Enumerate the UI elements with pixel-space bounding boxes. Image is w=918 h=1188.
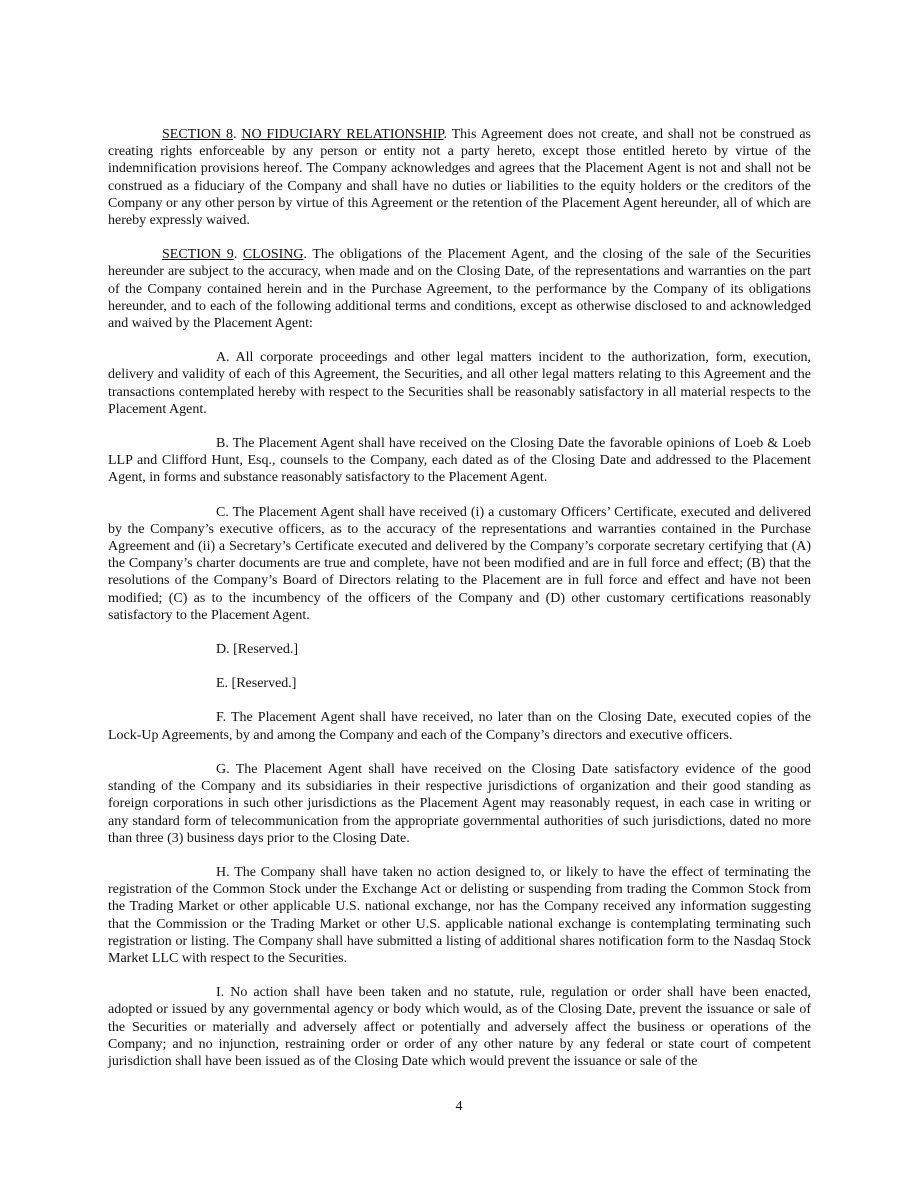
item-f-paragraph: F. The Placement Agent shall have received, no later than on the Closing Date, executed copies of the Lock-Up Agreements, by and among the Company and each of the Company’s directors and executive officers.	[108, 710, 811, 743]
document-page	[108, 126, 811, 1087]
section-8-body: . This Agreement does not create, and shall not be construed as creating rights enforceable by any person or entity not a party hereto, except those entitled hereto by virtue of the indemnification provisions hereof. The Company acknowledges and agrees that the Placement Agent is not and shall not be construed as a fiduciary of the Company and shall have no duties or liabilities to the equity holders or the creditors of the Company or any other person by virtue of this Agreement or the retention of the Placement Agent hereunder, all of which are hereby expressly waived.	[108, 127, 811, 229]
section-8-title: NO FIDUCIARY RELATIONSHIP	[241, 127, 444, 142]
item-i-paragraph: I. No action shall have been taken and no statute, rule, regulation or order shall have been enacted, adopted or issued by any governmental agency or body which would, as of the Closing Date, prevent the issuance or sale of the Securities or materially and adversely affect or potentially and adversely affect the business or operations of the Company; and no injunction, restraining order or order of any other nature by any federal or state court of competent jurisdiction shall have been issued as of the Closing Date which would prevent the issuance or sale of the	[108, 985, 811, 1069]
item-h-paragraph: H. The Company shall have taken no action designed to, or likely to have the effect of terminating the registration of the Common Stock under the Exchange Act or delisting or suspending from trading the Common Stock from the Trading Market or other applicable U.S. national exchange, nor has the Company received any information suggesting that the Commission or the Trading Market or other U.S. applicable national exchange is contemplating terminating such registration or listing. The Company shall have submitted a listing of additional shares notification form to the Nasdaq Stock Market LLC with respect to the Securities.	[108, 864, 811, 966]
item-d-paragraph: D. [Reserved.]	[216, 642, 299, 658]
page-number: 4	[455, 1099, 463, 1114]
section-9-title: CLOSING	[242, 247, 304, 263]
section-9-separator: .	[233, 247, 238, 263]
section-8-paragraph	[108, 126, 811, 229]
item-a-paragraph: A. All corporate proceedings and other legal matters incident to the authorization, form, execution, delivery and validity of each of this Agreement, the Securities, and all other legal matters relating to this Agreement and the transactions contemplated hereby with respect to the Securities shall be reasonably satisfactory in all material respects to the Placement Agent.	[108, 350, 811, 417]
item-g-paragraph: G. The Placement Agent shall have received on the Closing Date satisfactory evidence of the good standing of the Company and its subsidiaries in their respective jurisdictions of organization and their good standing as foreign corporations in such other jurisdictions as the Placement Agent may reasonably request, in each case in writing or any standard form of telecommunication from the appropriate governmental authorities of such jurisdictions, dated no more than three (3) business days prior to the Closing Date.	[108, 761, 811, 846]
section-8-separator: .	[232, 127, 237, 142]
item-b-paragraph: B. The Placement Agent shall have received on the Closing Date the favorable opinions of Loeb & Loeb LLP and Clifford Hunt, Esq., counsels to the Company, each dated as of the Closing Date and addressed to the Placement Agent, in forms and substance reasonably satisfactory to the Placement Agent.	[108, 436, 811, 486]
item-e-paragraph: E. [Reserved.]	[216, 676, 297, 692]
section-9-body: . The obligations of the Placement Agent, and the closing of the sale of the Securities hereunder are subject to the accuracy, when made and on the Closing Date, of the representations and warranties on the part of the Company contained herein and in the Purchase Agreement, to the performance by the Company of its obligations hereunder, and to each of the following additional terms and conditions, except as otherwise disclosed to and acknowledged and waived by the Placement Agent:	[108, 247, 812, 332]
section-8-number: SECTION 8	[162, 127, 233, 142]
item-c-paragraph: C. The Placement Agent shall have received (i) a customary Officers’ Certificate, executed and delivered by the Company’s executive officers, as to the accuracy of the representations and warranties contained in the Purchase Agreement and (ii) a Secretary’s Certificate executed and delivered by the Company’s corporate secretary certifying that (A) the Company’s charter documents are true and complete, have not been modified and are in full force and effect; (B) that the resolutions of the Company’s Board of Directors relating to the Placement are in full force and effect and have not been modified; (C) as to the incumbency of the officers of the Company and (D) other customary certifications reasonably satisfactory to the Placement Agent.	[108, 504, 811, 623]
section-9-paragraph	[108, 246, 811, 332]
section-9-number: SECTION 9	[162, 247, 234, 263]
